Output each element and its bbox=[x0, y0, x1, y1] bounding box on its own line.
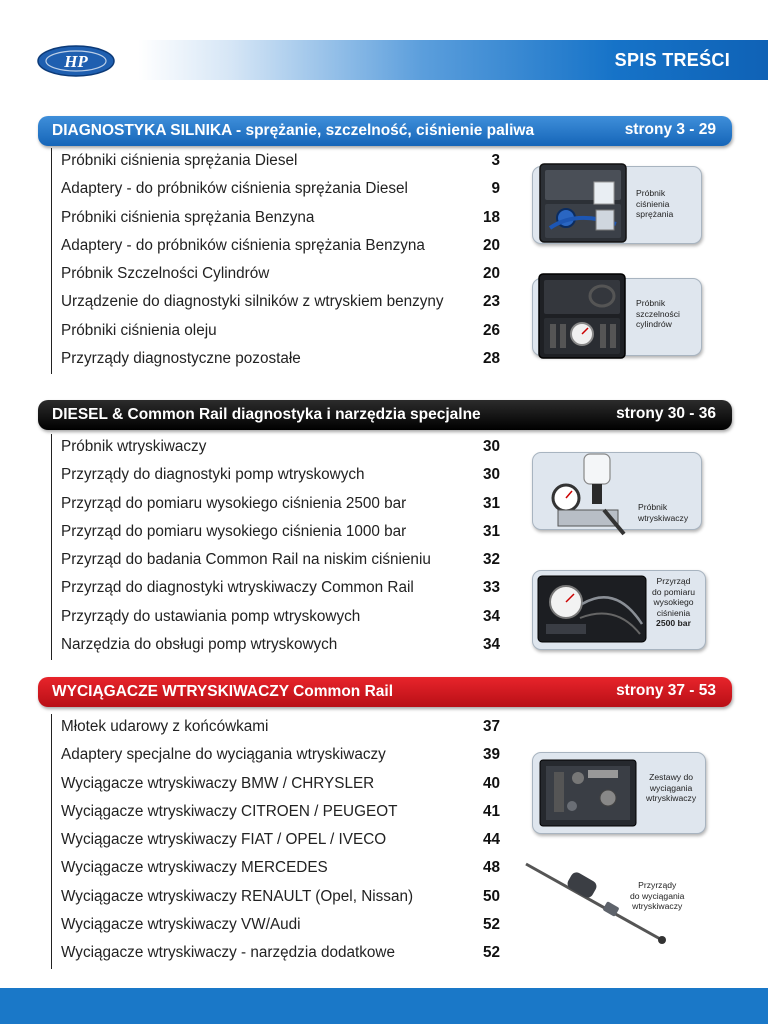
toc-page-number: 52 bbox=[482, 916, 500, 934]
toc-list bbox=[51, 714, 502, 969]
compression-tester-case-icon bbox=[536, 158, 628, 246]
toc-page-number: 26 bbox=[482, 321, 500, 339]
toc-row[interactable] bbox=[52, 884, 502, 912]
toc-label: Przyrząd do badania Common Rail na niskim ciśnieniu bbox=[61, 551, 431, 569]
section-bar-diesel-common-rail[interactable] bbox=[38, 400, 732, 430]
photo-caption: Przyrząd do pomiaru wysokiego ciśnienia 2500 bar bbox=[652, 576, 695, 628]
toc-label: Próbniki ciśnienia sprężania Benzyna bbox=[61, 208, 315, 226]
toc-label: Wyciągacze wtryskiwaczy VW/Audi bbox=[61, 916, 301, 934]
toc-page-number: 30 bbox=[482, 438, 500, 455]
toc-list bbox=[51, 434, 502, 660]
toc-row[interactable] bbox=[52, 289, 502, 317]
toc-page-number: 32 bbox=[482, 551, 500, 569]
toc-label: Przyrząd do pomiaru wysokiego ciśnienia 2500 bar bbox=[61, 494, 407, 512]
puller-set-case-icon bbox=[538, 758, 638, 828]
toc-label: Wyciągacze wtryskiwaczy CITROEN / PEUGEOT bbox=[61, 802, 398, 820]
photo-caption: Zestawy do wyciągania wtryskiwaczy bbox=[646, 772, 697, 803]
toc-label: Przyrządy do diagnostyki pomp wtryskowych bbox=[61, 466, 365, 484]
toc-label: Przyrząd do pomiaru wysokiego ciśnienia 1000 bar bbox=[61, 522, 407, 540]
toc-page-number: 31 bbox=[482, 494, 500, 512]
toc-row[interactable] bbox=[52, 912, 502, 940]
toc-label: Wyciągacze wtryskiwaczy RENAULT (Opel, Nissan) bbox=[61, 887, 414, 905]
section-bar-injector-pullers[interactable] bbox=[38, 677, 732, 707]
toc-page-number: 52 bbox=[482, 944, 500, 962]
toc-label: Adaptery - do próbników ciśnienia sprężania Benzyna bbox=[61, 236, 425, 254]
toc-list bbox=[51, 148, 502, 374]
toc-page-number: 31 bbox=[482, 522, 500, 540]
toc-row[interactable] bbox=[52, 742, 502, 770]
toc-label: Młotek udarowy z końcówkami bbox=[61, 718, 269, 735]
toc-row[interactable] bbox=[52, 462, 502, 490]
toc-page-number: 39 bbox=[482, 746, 500, 764]
toc-label: Adaptery specjalne do wyciągania wtryskiwaczy bbox=[61, 746, 386, 764]
toc-label: Próbniki ciśnienia sprężania Diesel bbox=[61, 152, 298, 169]
toc-row[interactable] bbox=[52, 261, 502, 289]
toc-row[interactable] bbox=[52, 855, 502, 883]
toc-page-number: 28 bbox=[482, 350, 500, 368]
toc-page-number: 20 bbox=[482, 265, 500, 283]
toc-label: Przyrząd do diagnostyki wtryskiwaczy Common Rail bbox=[61, 579, 414, 597]
toc-page-number: 50 bbox=[482, 887, 500, 905]
section-page-range: strony 3 - 29 bbox=[624, 121, 716, 138]
toc-row[interactable] bbox=[52, 519, 502, 547]
toc-page-number: 30 bbox=[482, 466, 500, 484]
toc-label: Próbnik wtryskiwaczy bbox=[61, 438, 207, 455]
toc-row[interactable] bbox=[52, 547, 502, 575]
section-page-range: strony 30 - 36 bbox=[616, 405, 716, 422]
toc-row[interactable] bbox=[52, 827, 502, 855]
page-title: SPIS TREŚCI bbox=[614, 50, 730, 70]
toc-label: Wyciągacze wtryskiwaczy BMW / CHRYSLER bbox=[61, 774, 375, 792]
toc-row[interactable] bbox=[52, 771, 502, 799]
section-page-range: strony 37 - 53 bbox=[616, 682, 716, 699]
company-logo-icon bbox=[36, 44, 116, 78]
section-bar-engine-diagnostics[interactable] bbox=[38, 116, 732, 146]
toc-label: Wyciągacze wtryskiwaczy FIAT / OPEL / IVECO bbox=[61, 831, 387, 849]
toc-row[interactable] bbox=[52, 205, 502, 233]
toc-row[interactable] bbox=[52, 575, 502, 603]
toc-label: Narzędzia do obsługi pomp wtryskowych bbox=[61, 636, 338, 654]
svg-text:HP: HP bbox=[64, 52, 88, 71]
section-title: DIESEL & Common Rail diagnostyka i narzędzia specjalne bbox=[52, 406, 481, 423]
toc-page-number: 37 bbox=[482, 718, 500, 735]
toc-row[interactable] bbox=[52, 632, 502, 660]
toc-row[interactable] bbox=[52, 799, 502, 827]
toc-page-number: 18 bbox=[482, 208, 500, 226]
toc-page-number: 9 bbox=[491, 180, 500, 198]
toc-page-number: 20 bbox=[482, 236, 500, 254]
toc-page-number: 48 bbox=[482, 859, 500, 877]
toc-row[interactable] bbox=[52, 604, 502, 632]
toc-label: Urządzenie do diagnostyki silników z wtryskiem benzyny bbox=[61, 293, 444, 311]
toc-row[interactable] bbox=[52, 176, 502, 204]
injector-tester-icon bbox=[544, 448, 630, 544]
toc-page-number: 41 bbox=[482, 802, 500, 820]
leakdown-tester-case-icon bbox=[536, 270, 628, 362]
high-pressure-gauge-case-icon bbox=[536, 574, 648, 644]
toc-label: Wyciągacze wtryskiwaczy MERCEDES bbox=[61, 859, 328, 877]
photo-caption: Próbnik wtryskiwaczy bbox=[638, 502, 689, 523]
photo-caption: Próbnik ciśnienia sprężania bbox=[636, 188, 674, 219]
photo-caption: Próbnik szczelności cylindrów bbox=[636, 298, 680, 329]
toc-label: Próbnik Szczelności Cylindrów bbox=[61, 265, 270, 283]
toc-page-number: 23 bbox=[482, 293, 500, 311]
photo-caption: Przyrządy do wyciągania wtryskiwaczy bbox=[630, 880, 685, 911]
toc-page-number: 34 bbox=[482, 607, 500, 625]
toc-row[interactable] bbox=[52, 346, 502, 374]
section-title: DIAGNOSTYKA SILNIKA - sprężanie, szczelność, ciśnienie paliwa bbox=[52, 122, 535, 139]
toc-label: Przyrządy diagnostyczne pozostałe bbox=[61, 350, 301, 368]
toc-row[interactable] bbox=[52, 148, 502, 176]
section-title: WYCIĄGACZE WTRYSKIWACZY Common Rail bbox=[52, 683, 393, 700]
toc-label: Adaptery - do próbników ciśnienia sprężania Diesel bbox=[61, 180, 408, 198]
toc-label: Wyciągacze wtryskiwaczy - narzędzia dodatkowe bbox=[61, 944, 395, 962]
toc-label: Przyrządy do ustawiania pomp wtryskowych bbox=[61, 607, 361, 625]
toc-row[interactable] bbox=[52, 318, 502, 346]
toc-page-number: 3 bbox=[491, 152, 500, 169]
toc-row[interactable] bbox=[52, 940, 502, 968]
toc-label: Próbniki ciśnienia oleju bbox=[61, 321, 217, 339]
footer-band bbox=[0, 988, 768, 1024]
toc-page-number: 33 bbox=[482, 579, 500, 597]
toc-row[interactable] bbox=[52, 714, 502, 742]
toc-page-number: 40 bbox=[482, 774, 500, 792]
toc-page-number: 34 bbox=[482, 636, 500, 654]
toc-page-number: 44 bbox=[482, 831, 500, 849]
toc-row[interactable] bbox=[52, 434, 502, 462]
toc-row[interactable] bbox=[52, 491, 502, 519]
toc-row[interactable] bbox=[52, 233, 502, 261]
